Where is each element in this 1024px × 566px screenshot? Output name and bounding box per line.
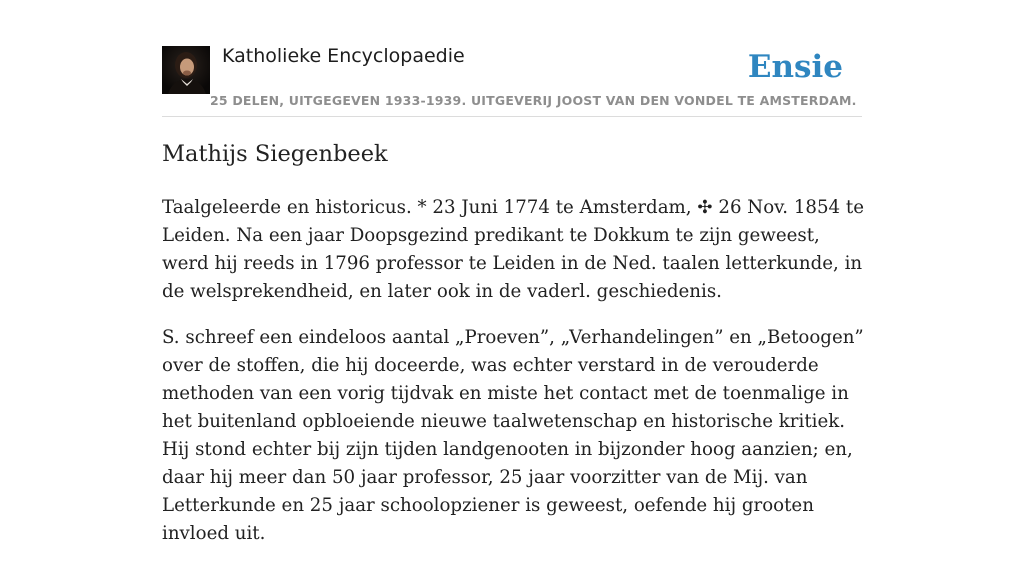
article	[162, 138, 867, 566]
source-meta: 25 DELEN, UITGEGEVEN 1933-1939. UITGEVERIJ JOOST VAN DEN VONDEL TE AMSTERDAM.	[210, 93, 857, 108]
source-avatar[interactable]	[162, 46, 210, 94]
article-paragraph: S. schreef een eindeloos aantal „Proeven”, „Verhandelingen” en „Betoogen” over de stoffen, die hij doceerde, was echter verstard in de verouderde methoden van een vorig tijdvak en miste het contact met de toenmalige in het buitenland opbloeiende nieuwe taalwetenschap en historische kritiek. Hij stond echter bij zijn tijden landgenooten in bijzonder hoog aanzien; en, daar hij meer dan 50 jaar professor, 25 jaar voorzitter van de Mij. van Letterkunde en 25 jaar schoolopziener is geweest, oefende hij grooten invloed uit.	[162, 327, 864, 544]
article-title: Mathijs Siegenbeek	[162, 141, 388, 167]
portrait-icon	[162, 46, 210, 94]
brand-logo-link[interactable]: Ensie	[747, 49, 843, 85]
article-paragraph: Taalgeleerde en historicus. * 23 Juni 1774 te Amsterdam, ✣ 26 Nov. 1854 te Leiden. Na een jaar Doopsgezind predikant te Dokkum te zijn geweest, werd hij reeds in 1796 professor te Leiden in de Ned. taalen letterkunde, in de welsprekendheid, en later ook in de vaderl. geschiedenis.	[162, 197, 864, 302]
source-title[interactable]: Katholieke Encyclopaedie	[222, 45, 465, 67]
source-header	[162, 0, 862, 117]
